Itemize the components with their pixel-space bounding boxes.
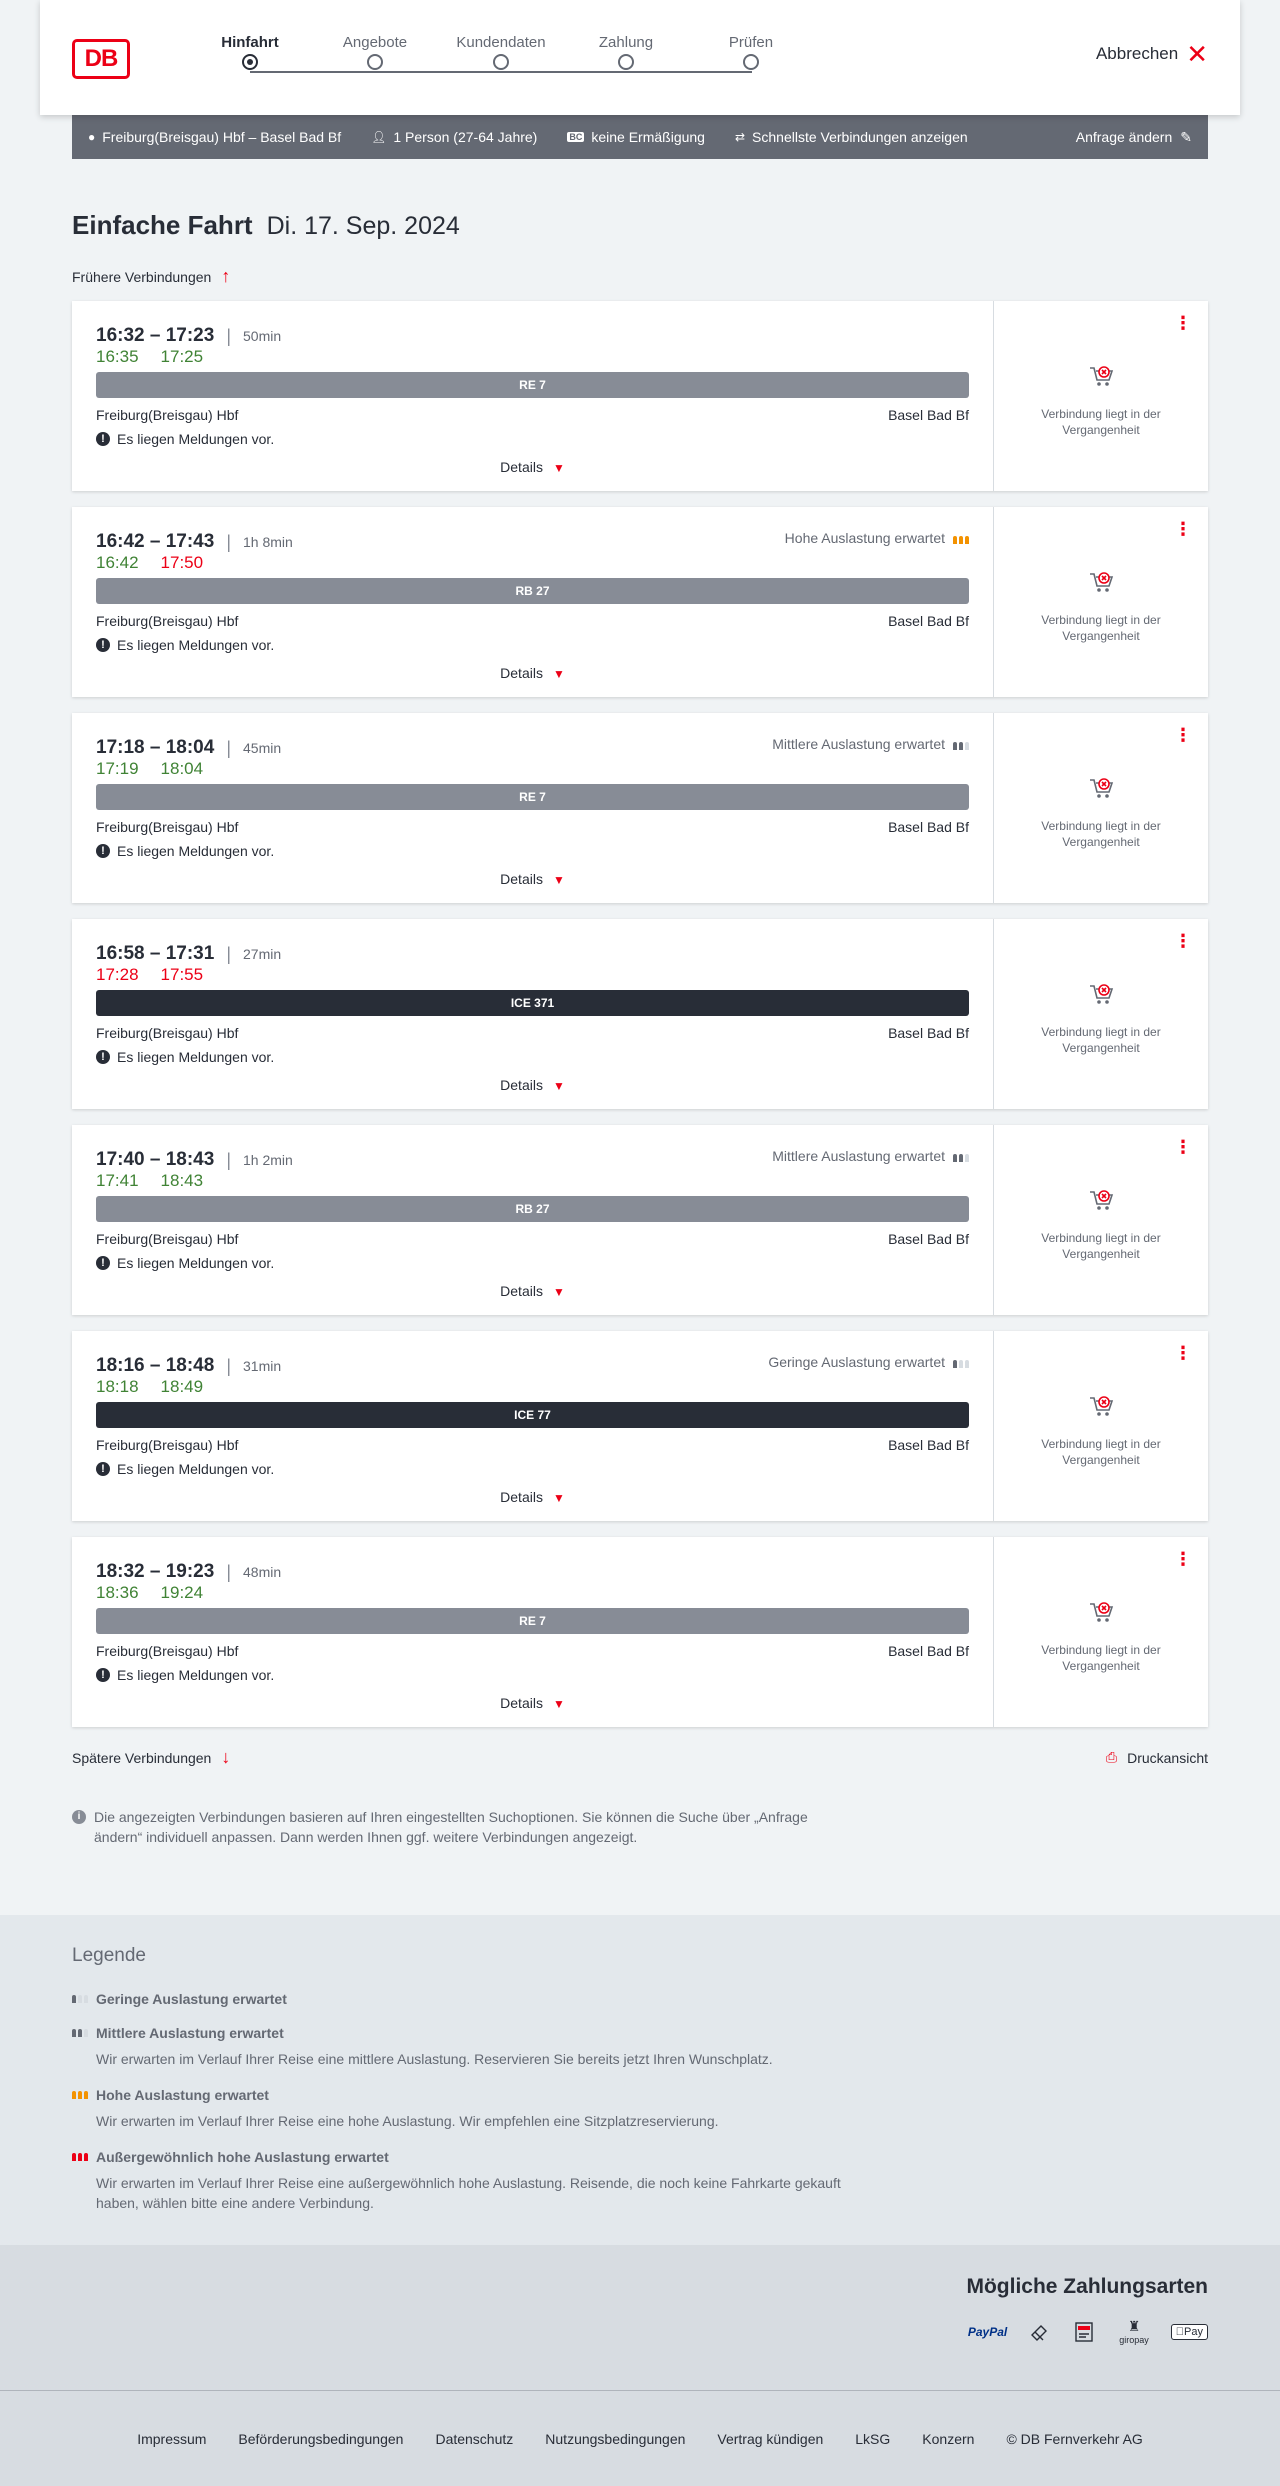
load-indicator: Mittlere Auslastung erwartet — [772, 736, 969, 752]
train-bar[interactable]: RB 27 — [96, 578, 969, 604]
connection-action — [994, 713, 1208, 903]
search-info-note: i Die angezeigten Verbindungen basieren auf Ihren eingestellten Suchoptionen. Sie können die Suche über „Anfrage ändern“ individuell anpassen. Dann werden Ihnen ggf. weitere Verbindungen angezeigt. — [72, 1807, 832, 1847]
cart-disabled-icon — [994, 1393, 1208, 1419]
chevron-down-icon: ▼ — [552, 461, 565, 475]
chevron-down-icon: ▼ — [552, 1079, 565, 1093]
step-pruefen: Prüfen — [696, 34, 806, 70]
connection-times: 17:18 – 18:04 | 45min — [96, 737, 282, 758]
payment-icons — [968, 2318, 1208, 2345]
progress-line — [250, 71, 752, 73]
notice: ! Es liegen Meldungen vor. — [96, 1255, 274, 1271]
details-toggle[interactable]: Details ▼ — [500, 665, 565, 681]
load-hoch-icon — [953, 532, 969, 544]
origin-station: Freiburg(Breisgau) Hbf — [96, 819, 239, 835]
footer-link[interactable]: Vertrag kündigen — [717, 2430, 824, 2447]
realtime-departure: 18:36 — [96, 1583, 139, 1602]
connection-action — [994, 1537, 1208, 1727]
chevron-down-icon: ▼ — [552, 1491, 565, 1505]
realtime-times — [96, 759, 203, 779]
notice: ! Es liegen Meldungen vor. — [96, 637, 274, 653]
list-footer — [72, 1747, 1208, 1768]
more-options-icon[interactable]: ⋮ — [1174, 519, 1192, 539]
connection-action — [994, 507, 1208, 697]
arrow-up-icon: ↑ — [221, 266, 231, 286]
load-mittel-icon — [953, 738, 969, 750]
credit-card-icon — [1029, 2321, 1051, 2343]
past-connection-note: Verbindung liegt in der Vergangenheit — [1041, 1025, 1161, 1055]
connection-card[interactable] — [72, 1331, 1208, 1521]
more-options-icon[interactable]: ⋮ — [1174, 1549, 1192, 1569]
location-pin-icon: ● — [88, 130, 96, 144]
connection-times: 16:58 – 17:31 | 27min — [96, 943, 282, 964]
alert-icon: ! — [96, 1256, 110, 1270]
destination-station: Basel Bad Bf — [888, 613, 969, 629]
load-gering-icon — [72, 1991, 88, 2003]
connection-main — [72, 507, 994, 697]
notice: ! Es liegen Meldungen vor. — [96, 1461, 274, 1477]
realtime-arrival: 17:50 — [160, 553, 204, 572]
destination-station: Basel Bad Bf — [888, 819, 969, 835]
duration: 31min — [243, 1358, 282, 1374]
more-options-icon[interactable]: ⋮ — [1174, 1343, 1192, 1363]
realtime-departure: 17:19 — [96, 759, 139, 778]
planned-time: 17:18 – 18:04 — [96, 737, 215, 758]
past-connection-note: Verbindung liegt in der Vergangenheit — [1041, 1437, 1161, 1467]
connection-times: 18:16 – 18:48 | 31min — [96, 1355, 282, 1376]
planned-time: 16:58 – 17:31 — [96, 943, 215, 964]
more-options-icon[interactable]: ⋮ — [1174, 1137, 1192, 1157]
connection-action — [994, 1331, 1208, 1521]
duration: 45min — [243, 740, 282, 756]
realtime-times — [96, 1583, 203, 1603]
summary-route: ● Freiburg(Breisgau) Hbf – Basel Bad Bf — [88, 129, 342, 145]
destination-station: Basel Bad Bf — [888, 1025, 969, 1041]
alert-icon: ! — [96, 638, 110, 652]
load-extrem-icon — [72, 2149, 88, 2161]
details-toggle[interactable]: Details ▼ — [500, 1077, 565, 1093]
duration: 1h 2min — [243, 1152, 293, 1168]
swap-arrows-icon: ⇄ — [734, 130, 746, 144]
planned-time: 18:16 – 18:48 — [96, 1355, 215, 1376]
connection-main — [72, 1331, 994, 1521]
origin-station: Freiburg(Breisgau) Hbf — [96, 1231, 239, 1247]
legend-item: Hohe Auslastung erwartet Wir erwarten im Verlauf Ihrer Reise eine hohe Auslastung. Wir empfehlen eine Sitzplatzreservierung. — [72, 2087, 1208, 2131]
destination-station: Basel Bad Bf — [888, 407, 969, 423]
realtime-times — [96, 553, 203, 573]
train-bar[interactable]: RE 7 — [96, 784, 969, 810]
payment-methods-section — [0, 2245, 1280, 2390]
step-kundendaten: Kundendaten — [446, 34, 556, 70]
payment-title: Mögliche Zahlungsarten — [966, 2275, 1208, 2298]
chevron-down-icon: ▼ — [552, 873, 565, 887]
footer-link[interactable]: LkSG — [855, 2430, 891, 2447]
origin-station: Freiburg(Breisgau) Hbf — [96, 1643, 239, 1659]
realtime-departure: 17:28 — [96, 965, 139, 984]
legend-item: Außergewöhnlich hohe Auslastung erwartet Wir erwarten im Verlauf Ihrer Reise eine außergewöhnlich hohe Auslastung. Reisende, die noch keine Fahrkarte gekauft haben, wählen bitte eine andere Verbindung. — [72, 2149, 1208, 2213]
print-view-link[interactable]: ⎙ Druckansicht — [1105, 1749, 1208, 1766]
connection-action — [994, 1125, 1208, 1315]
page-title: Einfache Fahrt Di. 17. Sep. 2024 — [72, 210, 460, 240]
connection-action — [994, 919, 1208, 1109]
connection-card[interactable] — [72, 1125, 1208, 1315]
duration: 48min — [243, 1564, 282, 1580]
notice: ! Es liegen Meldungen vor. — [96, 1049, 274, 1065]
summary-persons: 👤︎ 1 Person (27-64 Jahre) — [371, 129, 538, 145]
connection-action — [994, 301, 1208, 491]
train-bar[interactable]: ICE 77 — [96, 1402, 969, 1428]
footer — [0, 2390, 1280, 2486]
notice: ! Es liegen Meldungen vor. — [96, 431, 274, 447]
footer-link[interactable]: Nutzungsbedingungen — [545, 2430, 686, 2447]
past-connection-note: Verbindung liegt in der Vergangenheit — [1041, 613, 1161, 643]
load-mittel-icon — [72, 2025, 88, 2037]
connection-card[interactable] — [72, 713, 1208, 903]
alert-icon: ! — [96, 1668, 110, 1682]
details-toggle[interactable]: Details ▼ — [500, 1695, 565, 1711]
edit-request-button[interactable]: Anfrage ändern ✎ — [1075, 128, 1192, 145]
duration: 27min — [243, 946, 282, 962]
past-connection-note: Verbindung liegt in der Vergangenheit — [1041, 1231, 1161, 1261]
past-connection-note: Verbindung liegt in der Vergangenheit — [1041, 407, 1161, 437]
paypal-icon: PayPal — [967, 2324, 1008, 2339]
giropay-icon: ♜ giropay — [1119, 2318, 1149, 2345]
duration: 50min — [243, 328, 282, 344]
bahncard-icon: BC — [569, 132, 583, 142]
realtime-departure: 18:18 — [96, 1377, 139, 1396]
step-hinfahrt[interactable]: Hinfahrt — [195, 34, 305, 70]
train-bar[interactable]: RE 7 — [96, 1608, 969, 1634]
realtime-times — [96, 965, 203, 985]
connection-times: 16:32 – 17:23 | 50min — [96, 325, 282, 346]
realtime-arrival: 17:25 — [160, 347, 204, 366]
connection-card[interactable] — [72, 301, 1208, 491]
realtime-departure: 17:41 — [96, 1171, 139, 1190]
alert-icon: ! — [96, 432, 110, 446]
connection-list — [72, 301, 1208, 1727]
info-icon: i — [72, 1810, 86, 1824]
legend-item: Mittlere Auslastung erwartet Wir erwarten im Verlauf Ihrer Reise eine mittlere Auslastung. Reservieren Sie bereits jetzt Ihren Wunschplatz. — [72, 2025, 1208, 2069]
summary-fastest: ⇄ Schnellste Verbindungen anzeigen — [734, 129, 968, 145]
search-summary-bar — [72, 115, 1208, 159]
sepa-direct-debit-icon — [1073, 2321, 1097, 2343]
realtime-departure: 16:42 — [96, 553, 139, 572]
load-indicator: Hohe Auslastung erwartet — [785, 530, 969, 546]
connection-main — [72, 713, 994, 903]
results-main — [72, 210, 1208, 1847]
cart-disabled-icon — [994, 775, 1208, 801]
footer-link[interactable]: Konzern — [922, 2430, 975, 2447]
footer-link[interactable]: Datenschutz — [435, 2430, 514, 2447]
later-connections-link[interactable]: Spätere Verbindungen ↓ — [72, 1747, 231, 1767]
realtime-arrival: 18:04 — [160, 759, 204, 778]
connection-card[interactable] — [72, 919, 1208, 1109]
connection-main — [72, 301, 994, 491]
chevron-down-icon: ▼ — [552, 667, 565, 681]
footer-link[interactable]: Beförderungsbedingungen — [238, 2430, 404, 2447]
load-indicator: Geringe Auslastung erwartet — [768, 1354, 969, 1370]
person-icon: 👤︎ — [371, 130, 387, 144]
cart-disabled-icon — [994, 981, 1208, 1007]
realtime-times — [96, 1171, 203, 1191]
progress-steps — [210, 34, 790, 84]
connection-main — [72, 1125, 994, 1315]
cart-disabled-icon — [994, 1599, 1208, 1625]
more-options-icon[interactable]: ⋮ — [1174, 725, 1192, 745]
cart-disabled-icon — [994, 1187, 1208, 1213]
origin-station: Freiburg(Breisgau) Hbf — [96, 1025, 239, 1041]
alert-icon: ! — [96, 1462, 110, 1476]
connection-main — [72, 919, 994, 1109]
cart-disabled-icon — [994, 363, 1208, 389]
legend-list — [72, 1991, 1208, 2213]
realtime-arrival: 19:24 — [160, 1583, 204, 1602]
connection-main — [72, 1537, 994, 1727]
realtime-arrival: 17:55 — [160, 965, 204, 984]
chevron-down-icon: ▼ — [552, 1697, 565, 1711]
destination-station: Basel Bad Bf — [888, 1437, 969, 1453]
alert-icon: ! — [96, 844, 110, 858]
alert-icon: ! — [96, 1050, 110, 1064]
legend-section — [0, 1915, 1280, 2245]
planned-time: 16:32 – 17:23 — [96, 325, 215, 346]
train-bar[interactable]: RB 27 — [96, 1196, 969, 1222]
more-options-icon[interactable]: ⋮ — [1174, 313, 1192, 333]
travel-date: Di. 17. Sep. 2024 — [266, 212, 460, 240]
legend-item: Geringe Auslastung erwartet — [72, 1991, 1208, 2007]
planned-time: 16:42 – 17:43 — [96, 531, 215, 552]
past-connection-note: Verbindung liegt in der Vergangenheit — [1041, 1643, 1161, 1673]
printer-icon: ⎙ — [1105, 1749, 1118, 1765]
details-toggle[interactable]: Details ▼ — [500, 1489, 565, 1505]
more-options-icon[interactable]: ⋮ — [1174, 931, 1192, 951]
origin-station: Freiburg(Breisgau) Hbf — [96, 1437, 239, 1453]
realtime-departure: 16:35 — [96, 347, 139, 366]
footer-link: © DB Fernverkehr AG — [1006, 2430, 1143, 2447]
earlier-connections-link[interactable]: Frühere Verbindungen ↑ — [72, 266, 231, 286]
connection-card[interactable] — [72, 1537, 1208, 1727]
past-connection-note: Verbindung liegt in der Vergangenheit — [1041, 819, 1161, 849]
realtime-arrival: 18:43 — [160, 1171, 204, 1190]
connection-times: 16:42 – 17:43 | 1h 8min — [96, 531, 293, 552]
apple-pay-icon: Pay — [1171, 2324, 1208, 2340]
legend-title: Legende — [72, 1945, 146, 1966]
origin-station: Freiburg(Breisgau) Hbf — [96, 613, 239, 629]
step-angebote: Angebote — [320, 34, 430, 70]
load-hoch-icon — [72, 2087, 88, 2099]
arrow-down-icon: ↓ — [221, 1747, 231, 1767]
load-gering-icon — [953, 1356, 969, 1368]
realtime-arrival: 18:49 — [160, 1377, 204, 1396]
summary-discount: BC keine Ermäßigung — [569, 129, 705, 145]
details-toggle[interactable]: Details ▼ — [500, 1283, 565, 1299]
step-zahlung: Zahlung — [571, 34, 681, 70]
notice: ! Es liegen Meldungen vor. — [96, 843, 274, 859]
load-indicator: Mittlere Auslastung erwartet — [772, 1148, 969, 1164]
cart-disabled-icon — [994, 569, 1208, 595]
planned-time: 18:32 – 19:23 — [96, 1561, 215, 1582]
header — [40, 0, 1240, 115]
db-logo[interactable]: DB — [72, 39, 130, 79]
details-toggle[interactable]: Details ▼ — [500, 871, 565, 887]
origin-station: Freiburg(Breisgau) Hbf — [96, 407, 239, 423]
load-mittel-icon — [953, 1150, 969, 1162]
destination-station: Basel Bad Bf — [888, 1643, 969, 1659]
train-bar[interactable]: RE 7 — [96, 372, 969, 398]
chevron-down-icon: ▼ — [552, 1285, 565, 1299]
realtime-times — [96, 1377, 203, 1397]
footer-link[interactable]: Impressum — [137, 2430, 207, 2447]
connection-card[interactable] — [72, 507, 1208, 697]
close-icon: ✕ — [1186, 39, 1208, 69]
details-toggle[interactable]: Details ▼ — [500, 459, 565, 475]
train-bar[interactable]: ICE 371 — [96, 990, 969, 1016]
connection-times: 18:32 – 19:23 | 48min — [96, 1561, 282, 1582]
destination-station: Basel Bad Bf — [888, 1231, 969, 1247]
pencil-icon: ✎ — [1180, 128, 1192, 145]
realtime-times — [96, 347, 203, 367]
cancel-button[interactable]: Abbrechen ✕ — [1095, 39, 1208, 69]
connection-times: 17:40 – 18:43 | 1h 2min — [96, 1149, 293, 1170]
planned-time: 17:40 – 18:43 — [96, 1149, 215, 1170]
duration: 1h 8min — [243, 534, 293, 550]
notice: ! Es liegen Meldungen vor. — [96, 1667, 274, 1683]
